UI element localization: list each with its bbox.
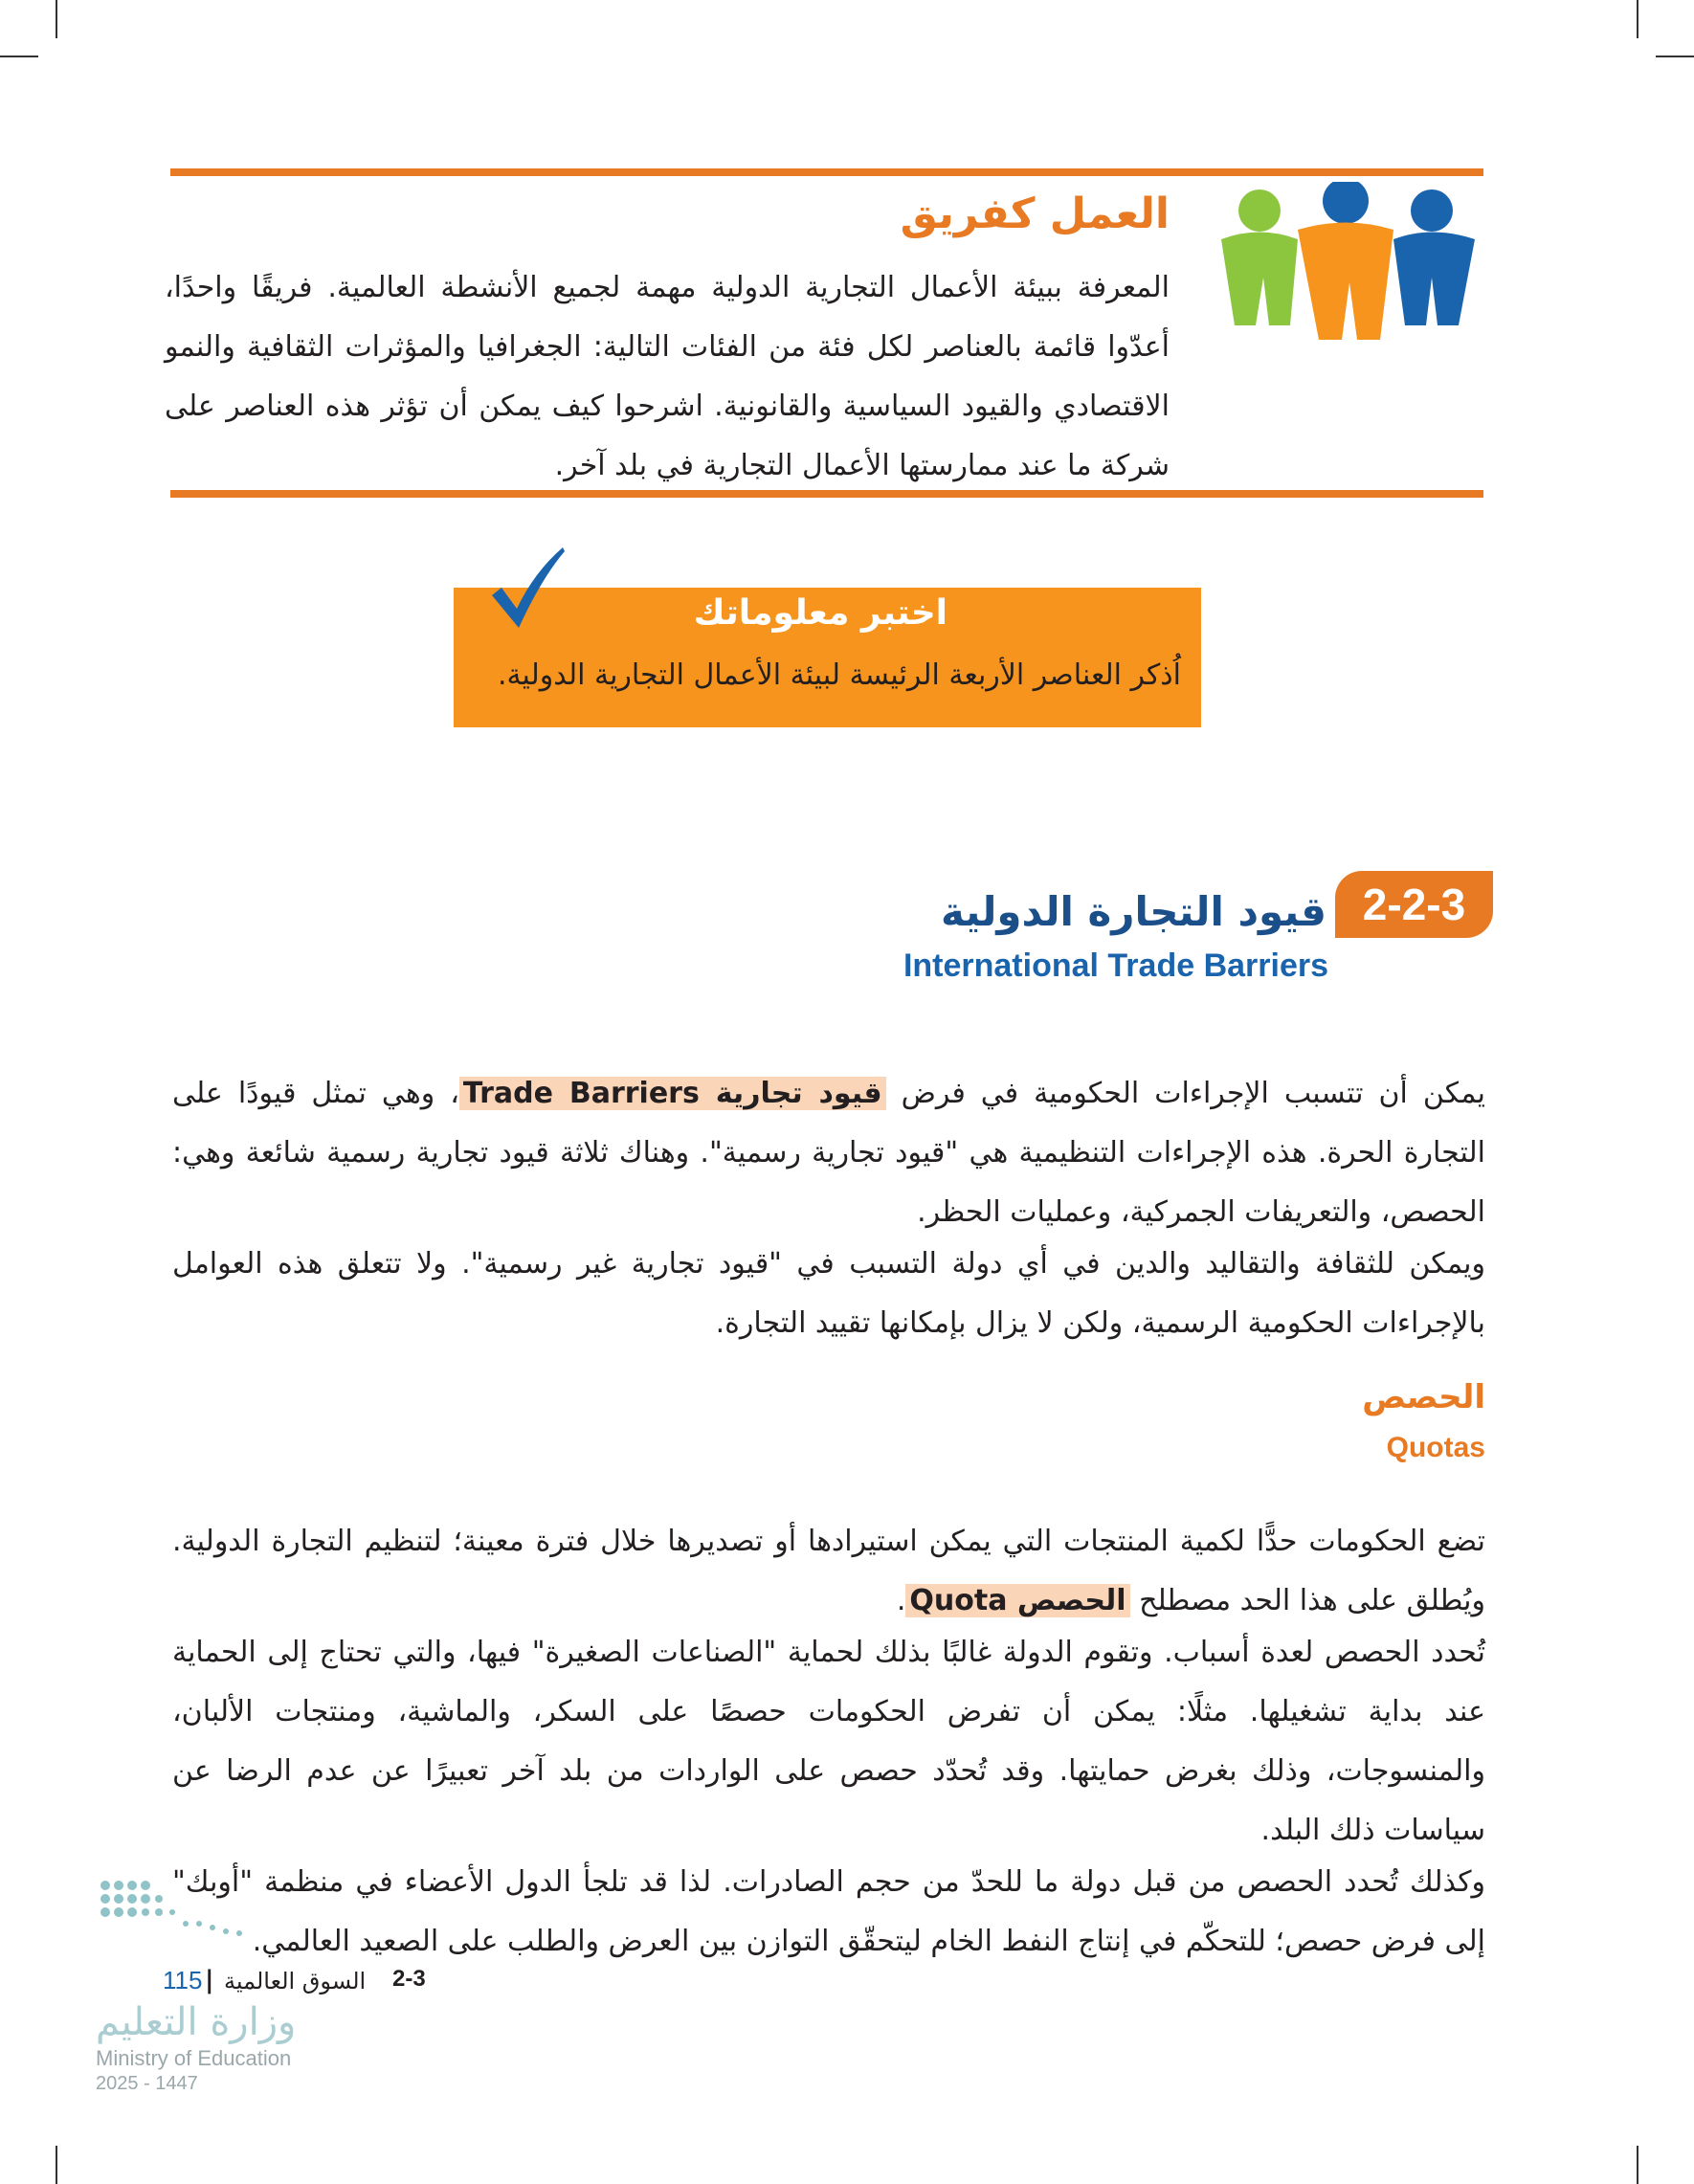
page-number: 115 (163, 1966, 203, 1995)
ministry-name-ar: وزارة التعليم (96, 2000, 297, 2044)
section-title-en: International Trade Barriers (903, 947, 1328, 984)
footer-separator: | (205, 1966, 214, 1995)
paragraph-text: يمكن أن تتسبب الإجراءات الحكومية في فرض (885, 1077, 1485, 1110)
paragraph-quota-definition (172, 1512, 1485, 1631)
subsection-title-en: Quotas (1386, 1432, 1485, 1463)
chapter-number: 2-3 (392, 1966, 426, 1992)
teamwork-top-rule (170, 168, 1483, 176)
paragraph-quota-reasons: تُحدد الحصص لعدة أسباب. وتقوم الدولة غالبًا بذلك لحماية "الصناعات الصغيرة" فيها، والتي تحتاج إلى الحماية عند بداية تشغيلها. مثلًا: يمكن أن تفرض الحكومات حصصًا على السكر، والماشية، ومنتجات الألبان، والمنسوجات، وذلك بغرض حمايتها. وقد تُحدّد حصص على الواردات من بلد آخر تعبيرًا عن عدم الرضا عن سياسات ذلك البلد. (172, 1636, 1485, 1847)
highlighted-term: قيود تجارية Trade Barriers (459, 1077, 886, 1110)
chapter-label: السوق العالمية (224, 1968, 367, 1995)
crop-mark (1637, 0, 1638, 38)
paragraph-export-quotas: وكذلك تُحدد الحصص من قبل دولة ما للحدّ من حجم الصادرات. لذا قد تلجأ الدول الأعضاء في منظمة "أوبك" إلى فرض حصص؛ للتحكّم في إنتاج النفط الخام ليتحقّق التوازن بين العرض والطلب على الصعيد العالمي. (172, 1865, 1485, 1958)
crop-mark (56, 0, 57, 38)
paragraph-informal-barriers: ويمكن للثقافة والتقاليد والدين في أي دولة التسبب في "قيود تجارية غير رسمية". ولا تتعلق هذه العوامل بالإجراءات الحكومية الرسمية، ولكن لا يزال بإمكانها تقييد التجارة. (172, 1247, 1485, 1340)
ministry-logo-dots (96, 1876, 287, 1952)
ministry-year: 2025 - 1447 (96, 2073, 198, 2094)
section-number-badge: 2-2-3 (1335, 871, 1493, 938)
teamwork-title: العمل كفريق (900, 189, 1170, 238)
checkmark-icon (488, 546, 565, 632)
test-box-title: اختبر معلوماتك (693, 593, 947, 633)
subsection-title-ar: الحصص (1362, 1378, 1485, 1416)
paragraph-text: تضع الحكومات حدًّا لكمية المنتجات التي يمكن استيرادها أو تصديرها خلال فترة معينة؛ لتنظيم التجارة الدولية. ويُطلق على هذا الحد مصطلح (172, 1525, 1485, 1617)
paragraph-text: ، وهي تمثل قيودًا على التجارة الحرة. هذه الإجراءات التنظيمية هي "قيود تجارية رسمية". وهناك ثلاثة قيود تجارية رسمية شائعة وهي: الحصص، والتعريفات الجمركية، وعمليات الحظر. (172, 1077, 1485, 1229)
crop-mark (1637, 2146, 1638, 2184)
section-title-ar: قيود التجارة الدولية (940, 888, 1326, 935)
crop-mark (0, 56, 38, 57)
paragraph-trade-barriers (172, 1064, 1485, 1242)
teamwork-icon (1202, 182, 1489, 345)
paragraph-text: . (896, 1584, 906, 1617)
test-box-text: اُذكر العناصر الأربعة الرئيسة لبيئة الأعمال التجارية الدولية. (497, 658, 1181, 692)
highlighted-term: الحصص Quota (905, 1584, 1129, 1617)
teamwork-body: المعرفة ببيئة الأعمال التجارية الدولية مهمة لجميع الأنشطة العالمية. فريقًا واحدًا، أعدّوا قائمة بالعناصر لكل فئة من الفئات التالية: الجغرافيا والمؤثرات الثقافية والنمو الاقتصادي والقيود السياسية والقانونية. اشرحوا كيف يمكن أن تؤثر هذه العناصر على شركة ما عند ممارستها الأعمال التجارية في بلد آخر. (165, 271, 1170, 482)
crop-mark (56, 2146, 57, 2184)
ministry-name-en: Ministry of Education (96, 2046, 292, 2070)
crop-mark (1656, 56, 1694, 57)
